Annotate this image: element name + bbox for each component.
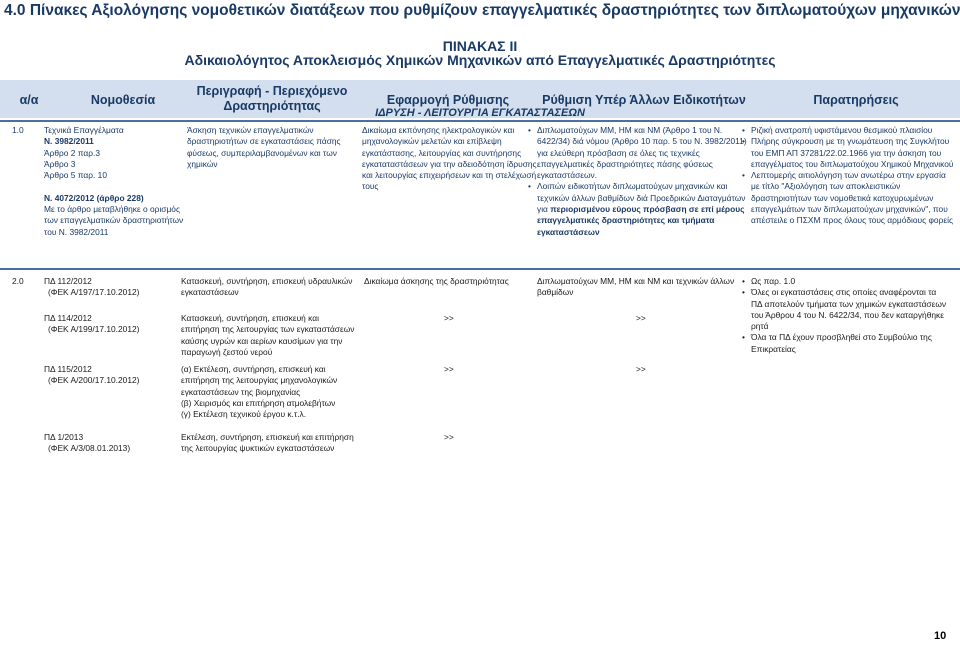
others-bullet bbox=[528, 125, 750, 136]
desc-line: επιτήρηση της λειτουργίας των εγκαταστάσεων bbox=[181, 324, 355, 335]
others-continuation bbox=[528, 193, 750, 238]
others-bold-text: περιορισμένου εύρους πρόσβαση σε επί μέρους bbox=[550, 204, 745, 215]
remark-line: • Λεπτομερής αιτιολόγηση των ανωτέρω στην εργασία bbox=[751, 170, 946, 181]
remark-line: • Όλες οι εγκαταστάσεις στις οποίες αναφέρονται τα bbox=[751, 287, 937, 298]
remarks-list bbox=[742, 170, 958, 181]
row2-others-ditto-3: >> bbox=[636, 364, 646, 374]
law-line: των επαγγελματικών δραστηριοτήτων bbox=[44, 215, 184, 226]
remark-line: του ΕΜΠ ΑΠ 37281/22.02.1966 για την άσκηση του bbox=[751, 147, 942, 158]
others-line: εγκαταστάσεων bbox=[537, 226, 600, 237]
others-line: τεχνικών άλλων βαθμίδων διά Προεδρικών Διαταγμάτων bbox=[537, 192, 746, 203]
law-line: του Ν. 3982/2011 bbox=[44, 226, 109, 237]
law-line: ΠΔ 115/2012 bbox=[44, 364, 92, 374]
desc-line: (γ) Εκτέλεση τεχνικού έργου κ.τ.λ. bbox=[181, 409, 307, 420]
page-number: 10 bbox=[934, 630, 947, 642]
col-header-others: Ρύθμιση Υπέρ Άλλων Ειδικοτήτων bbox=[542, 93, 746, 107]
row1-others bbox=[528, 125, 750, 238]
desc-line: επιτήρηση της λειτουργίας μηχανολογικών bbox=[181, 375, 338, 386]
remark-item bbox=[742, 125, 958, 136]
others-line: βαθμίδων bbox=[537, 287, 574, 298]
law-line: ΠΔ 1/2013 bbox=[44, 432, 84, 442]
col-header-remarks: Παρατηρήσεις bbox=[813, 93, 899, 107]
row2-applied-ditto-3: >> bbox=[444, 364, 454, 374]
row1-number: 1.0 bbox=[12, 125, 24, 135]
law-line: Με το άρθρο μεταβλήθηκε ο ορισμός bbox=[44, 204, 180, 215]
row1-description bbox=[187, 125, 359, 170]
remark-item bbox=[742, 332, 956, 343]
remark-continuation bbox=[742, 181, 958, 226]
desc-line: Κατασκευή, συντήρηση, επισκευή και bbox=[181, 313, 319, 323]
others-line: 6422/34) διά νόμου (Άρθρο 10 παρ. 5 του Ν. 3982/2011) bbox=[537, 136, 747, 147]
remark-item bbox=[742, 276, 956, 287]
law-line: Άρθρο 3 bbox=[44, 158, 76, 169]
law-line bbox=[44, 181, 184, 192]
col-header-desc-1: Περιγραφή - Περιεχόμενο bbox=[196, 84, 348, 98]
row1-remarks bbox=[742, 125, 958, 227]
remark-line: • Πλήρης σύγκρουση με τη γνωμάτευση της Συγκλήτου bbox=[751, 136, 950, 147]
remark-line: ρητά bbox=[751, 321, 769, 332]
table-subtitle: Αδικαιολόγητος Αποκλεισμός Χημικών Μηχανικών από Επαγγελματικές Δραστηριότητες bbox=[184, 52, 776, 68]
remark-line: απέστειλε ο ΠΣΧΜ προς όλους τους αρμόδιους φορείς bbox=[751, 215, 953, 226]
remark-line: Επικρατείας bbox=[751, 343, 796, 354]
law-line: Ν. 3982/2011 bbox=[44, 136, 94, 147]
remarks-list bbox=[742, 332, 956, 343]
row2-number: 2.0 bbox=[12, 276, 24, 286]
row2-desc-1 bbox=[181, 276, 361, 299]
remark-line: • Όλα τα ΠΔ έχουν προσβληθεί στο Συμβούλιο της bbox=[751, 332, 932, 343]
row2-desc-4 bbox=[181, 432, 361, 455]
applied-line: μηχανολογικών μελετών και επίβλεψη bbox=[362, 136, 502, 147]
law-line: (ΦΕΚ Α/200/17.10.2012) bbox=[48, 375, 140, 386]
law-line: ΠΔ 112/2012 bbox=[44, 276, 92, 286]
remark-line: με τίτλο "Αξιολόγηση των αποκλειστικών bbox=[751, 181, 901, 192]
remark-line: • Ως παρ. 1.0 bbox=[751, 276, 796, 286]
remark-continuation bbox=[742, 148, 958, 171]
others-continuation bbox=[528, 136, 750, 181]
applied-line: εγκατάστασης, λειτουργίας και συντήρησης bbox=[362, 147, 522, 158]
others-line bbox=[537, 204, 750, 215]
remark-item bbox=[742, 287, 956, 298]
others-line: επαγγελματικές δραστηριότητες πάσης φύσεως bbox=[537, 158, 713, 169]
desc-line: δραστηριοτήτων σε εγκαταστάσεις πάσης bbox=[187, 136, 341, 147]
col-header-law: Νομοθεσία bbox=[90, 93, 156, 107]
law-line: Άρθρο 2 παρ.3 bbox=[44, 147, 100, 158]
remarks-list bbox=[742, 125, 958, 148]
others-text: για bbox=[537, 204, 551, 215]
table-title: ΠΙΝΑΚΑΣ ΙΙ bbox=[442, 38, 518, 54]
row2-remarks bbox=[742, 276, 956, 355]
remark-item bbox=[742, 136, 958, 147]
desc-line: Άσκηση τεχνικών επαγγελματικών bbox=[187, 125, 314, 135]
col-header-applied: Εφαρμογή Ρύθμισης bbox=[386, 93, 510, 107]
row1-law bbox=[44, 125, 184, 238]
law-line: ΠΔ 114/2012 bbox=[44, 313, 92, 323]
remark-line: επαγγέλματος του διπλωματούχου Χημικού Μηχανικού bbox=[751, 158, 954, 169]
desc-line: Κατασκευή, συντήρηση, επισκευή υδραυλικών bbox=[181, 276, 353, 286]
remark-continuation bbox=[742, 344, 956, 355]
remark-continuation bbox=[742, 299, 956, 333]
row1-applied bbox=[362, 125, 538, 193]
desc-line: εγκαταστάσεων της βιομηχανίας bbox=[181, 386, 301, 397]
remark-line: ΠΔ αποτελούν τμήματα των χημικών εγκαταστάσεων bbox=[751, 298, 947, 309]
law-line: (ΦΕΚ Α/199/17.10.2012) bbox=[48, 324, 140, 335]
row2-others-ditto-2: >> bbox=[636, 313, 646, 323]
row2-desc-3 bbox=[181, 364, 361, 420]
header-separator bbox=[0, 120, 960, 122]
row2-others-1 bbox=[537, 276, 747, 299]
law-line: Τεχνικά Επαγγέλματα bbox=[44, 125, 124, 135]
remark-line: του Άρθρου 4 του Ν. 6422/34, που δεν καταργήθηκε bbox=[751, 309, 944, 320]
desc-line: Εκτέλεση, συντήρηση, επισκευή και επιτήρηση bbox=[181, 432, 354, 442]
law-line: (ΦΕΚ Α/197/17.10.2012) bbox=[48, 287, 140, 298]
applied-line: και λειτουργίας επιχειρήσεων και τη στελέχωσή bbox=[362, 170, 537, 181]
col-header-desc-2: Δραστηριότητας bbox=[223, 99, 321, 113]
others-line: επαγγελματικές δραστηριότητες και τμήματα bbox=[537, 215, 715, 226]
desc-line: παραγωγή ζεστού νερού bbox=[181, 346, 273, 357]
others-line: για ελεύθερη πρόσβαση σε όλες τις τεχνικές bbox=[537, 147, 700, 158]
desc-line: (α) Εκτέλεση, συντήρηση, επισκευή και bbox=[181, 364, 326, 374]
law-line: Ν. 4072/2012 (άρθρο 228) bbox=[44, 192, 144, 203]
others-bullet bbox=[528, 181, 750, 192]
row2-law-1 bbox=[44, 276, 184, 299]
remarks-list bbox=[742, 276, 956, 299]
row2-applied-ditto-2: >> bbox=[444, 313, 454, 323]
desc-line: (β) Χειρισμός και επιτήρηση ατμολεβήτων bbox=[181, 397, 336, 408]
applied-line: εγκαταταστάσεων για την αδειοδότηση ίδρυσης bbox=[362, 158, 537, 169]
law-line: (ΦΕΚ Α/3/08.01.2013) bbox=[48, 443, 131, 454]
desc-line: της λειτουργίας ψυκτικών εγκαταστάσεων bbox=[181, 443, 335, 454]
section-heading: 4.0 Πίνακες Αξιολόγησης νομοθετικών διατάξεων που ρυθμίζουν επαγγελματικές δραστηριότητες των διπλωματούχων μηχανικών bbox=[4, 2, 960, 19]
others-line: • Διπλωματούχων ΜΜ, ΗΜ και ΝΜ (Άρθρο 1 του Ν. bbox=[537, 125, 723, 135]
remark-line: δραστηριοτήτων των νομοθετικά κατοχυρωμένων bbox=[751, 192, 934, 203]
applied-line: τους bbox=[362, 181, 379, 192]
row2-applied-1: Δικαίωμα άσκησης της δραστηριότητας bbox=[364, 276, 509, 286]
remark-line: επαγγελμάτων των διπλωματούχων μηχανικών", που bbox=[751, 204, 948, 215]
row2-law-3 bbox=[44, 364, 184, 387]
desc-line: φύσεως, συμπεριλαμβανομένων και των bbox=[187, 147, 337, 158]
desc-line: χημικών bbox=[187, 158, 218, 169]
row2-applied-ditto-4: >> bbox=[444, 432, 454, 442]
others-list bbox=[528, 125, 750, 136]
others-line: εγκαταστάσεων. bbox=[537, 170, 598, 181]
row2-law-4 bbox=[44, 432, 184, 455]
row-separator bbox=[0, 268, 960, 270]
row2-law-2 bbox=[44, 313, 184, 336]
desc-line: καύσης υγρών και αερίων καυσίμων για την bbox=[181, 335, 343, 346]
remark-item bbox=[742, 170, 958, 181]
others-line: Διπλωματούχων ΜΜ, ΗΜ και ΝΜ και τεχνικών άλλων bbox=[537, 276, 735, 286]
row2-desc-2 bbox=[181, 313, 361, 358]
applied-line: Δικαίωμα εκπόνησης ηλεκτρολογικών και bbox=[362, 125, 515, 135]
section-band: ΙΔΡΥΣΗ - ΛΕΙΤΟΥΡΓΙΑ ΕΓΚΑΤΑΣΤΑΣΕΩΝ bbox=[375, 107, 585, 119]
remark-line: • Ριζική ανατροπή υφιστάμενου θεσμικού πλαισίου bbox=[751, 125, 933, 135]
law-line: Άρθρο 5 παρ. 10 bbox=[44, 170, 107, 181]
others-line: • Λοιπών ειδικοτήτων διπλωματούχων μηχανικών και bbox=[537, 181, 728, 192]
col-header-aa: α/α bbox=[19, 93, 39, 107]
desc-line: εγκαταστάσεων bbox=[181, 287, 239, 298]
others-list bbox=[528, 181, 750, 192]
